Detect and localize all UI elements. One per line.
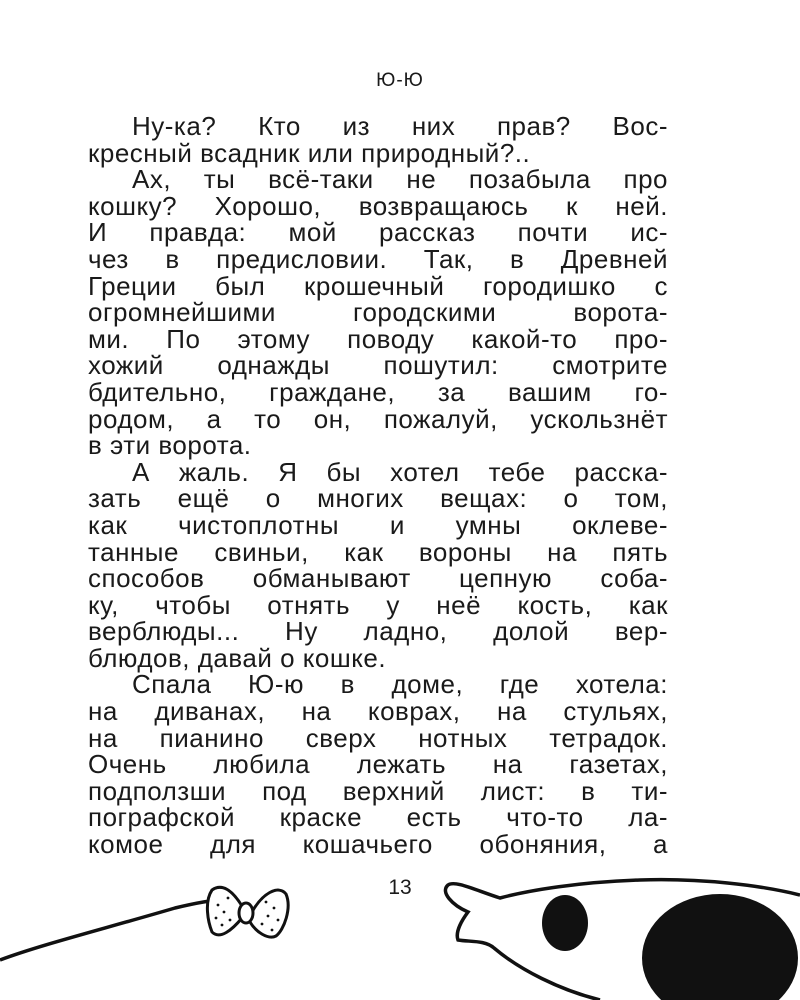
text-line: способов обманывают цепную соба- (88, 563, 668, 594)
cat-eye-spot (542, 895, 588, 951)
text-line: ку, чтобы отнять у неё кость, как (88, 589, 668, 620)
left-cat-outline (0, 900, 222, 960)
text-line: комое для кошачьего обоняния, а (88, 829, 668, 860)
text-line: Ну-ка? Кто из них прав? Вос- (132, 111, 668, 141)
text-line: бдительно, граждане, за вашим го- (88, 376, 668, 407)
text-line: огромнейшими городскими ворота- (88, 297, 668, 328)
running-head: Ю-Ю (376, 70, 424, 91)
text-line: зать ещё о многих вещах: о том, (88, 483, 668, 514)
text-line: верблюды... Ну ладно, долой вер- (88, 616, 668, 647)
text-line: на диванах, на коврах, на стульях, (88, 696, 668, 727)
text-line: А жаль. Я бы хотел тебе расска- (132, 456, 668, 487)
text-line: кресный всадник или природный?.. (88, 137, 531, 168)
text-line: на пианино сверх нотных тетрадок. (88, 722, 668, 753)
text-line: ми. По этому поводу какой-то про- (88, 323, 668, 354)
text-line: кошку? Хорошо, возвращаюсь к ней. (88, 190, 668, 221)
text-line: Ах, ты всё-таки не позабыла про (132, 164, 668, 195)
page-number: 13 (388, 876, 412, 899)
text-line: танные свиньи, как вороны на пять (88, 536, 668, 567)
text-line: И правда: мой рассказ почти ис- (88, 217, 668, 248)
text-line: хожий однажды пошутил: смотрите (88, 350, 668, 381)
text-line: как чистоплотны и умны оклеве- (88, 509, 668, 540)
text-line: Греции был крошечный городишко с (88, 270, 668, 301)
cat-illustration (0, 850, 800, 1000)
text-line: блюдов, давай о кошке. (88, 642, 387, 673)
text-line: Спала Ю-ю в доме, где хотела: (132, 669, 668, 700)
bow-icon (207, 887, 288, 937)
text-line: подползши под верхний лист: в ти- (88, 775, 668, 806)
body-text (88, 113, 668, 858)
text-line: Очень любила лежать на газетах, (88, 749, 668, 780)
text-line: чез в предисловии. Так, в Древней (88, 243, 668, 274)
text-line: родом, а то он, пожалуй, ускользнёт (88, 403, 668, 434)
text-line: пографской краске есть что-то ла- (88, 802, 668, 833)
text-line: в эти ворота. (88, 430, 252, 461)
